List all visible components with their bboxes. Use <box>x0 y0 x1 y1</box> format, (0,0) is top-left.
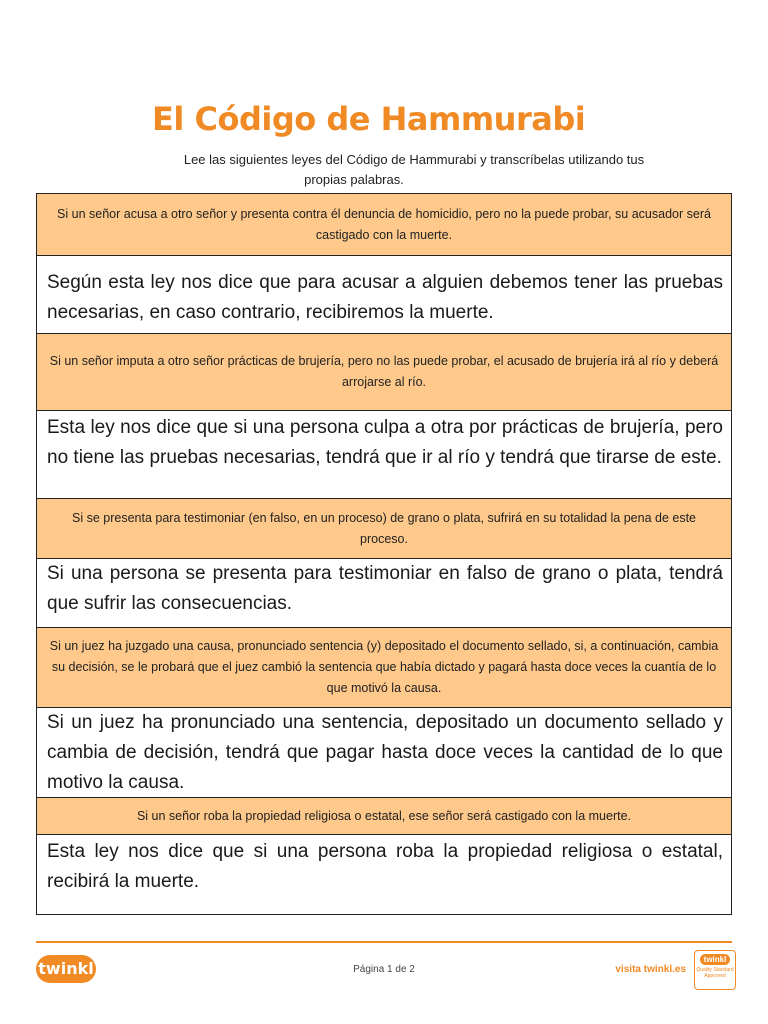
instructions <box>40 150 728 190</box>
page-number: Página 1 de 2 <box>353 964 415 975</box>
quality-badge-icon <box>694 950 736 990</box>
law-box-3: Si se presenta para testimoniar (en falso, en un proceso) de grano o plata, sufrirá en su totalidad la pena de este proceso. <box>37 499 731 559</box>
instructions-line-2: propias palabras. <box>304 172 404 187</box>
answer-box-4: Si un juez ha pronunciado una sentencia, depositado un documento sellado y cambia de decisión, tendrá que pagar hasta doce veces la cantidad de lo que motivo la causa. <box>37 708 731 798</box>
law-box-4: Si un juez ha juzgado una causa, pronunciado sentencia (y) depositado el documento sellado, si, a continuación, cambia su decisión, se le probará que el juez cambió la sentencia que había dictado y pagará hasta doce veces la cuantía de lo que motivó la causa. <box>37 628 731 708</box>
visit-link[interactable]: visita twinkl.es <box>615 964 686 975</box>
law-box-2: Si un señor imputa a otro señor prácticas de brujería, pero no las puede probar, el acusado de brujería irá al río y deberá arrojarse al río. <box>37 334 731 411</box>
law-box-1: Si un señor acusa a otro señor y presenta contra él denuncia de homicidio, pero no la puede probar, su acusador será castigado con la muerte. <box>37 194 731 256</box>
badge-subtitle: Quality Standard Approved <box>696 967 734 979</box>
badge-title: twinkl <box>700 954 730 965</box>
law-box-5: Si un señor roba la propiedad religiosa o estatal, ese señor será castigado con la muerte. <box>37 798 731 835</box>
answer-box-1: Según esta ley nos dice que para acusar a alguien debemos tener las pruebas necesarias, en caso contrario, recibiremos la muerte. <box>37 256 731 334</box>
instructions-line-1: Lee las siguientes leyes del Código de Hammurabi y transcríbelas utilizando tus <box>183 152 645 167</box>
answer-box-5: Esta ley nos dice que si una persona roba la propiedad religiosa o estatal, recibirá la muerte. <box>37 835 731 914</box>
answer-box-3: Si una persona se presenta para testimoniar en falso de grano o plata, tendrá que sufrir las consecuencias. <box>37 559 731 628</box>
footer-divider <box>36 941 732 943</box>
laws-table <box>36 193 732 915</box>
page-title: El Código de Hammurabi <box>152 100 586 138</box>
answer-box-2: Esta ley nos dice que si una persona culpa a otra por prácticas de brujería, pero no tiene las pruebas necesarias, tendrá que ir al río y tendrá que tirarse de este. <box>37 411 731 499</box>
twinkl-logo: twinkl <box>36 955 96 983</box>
